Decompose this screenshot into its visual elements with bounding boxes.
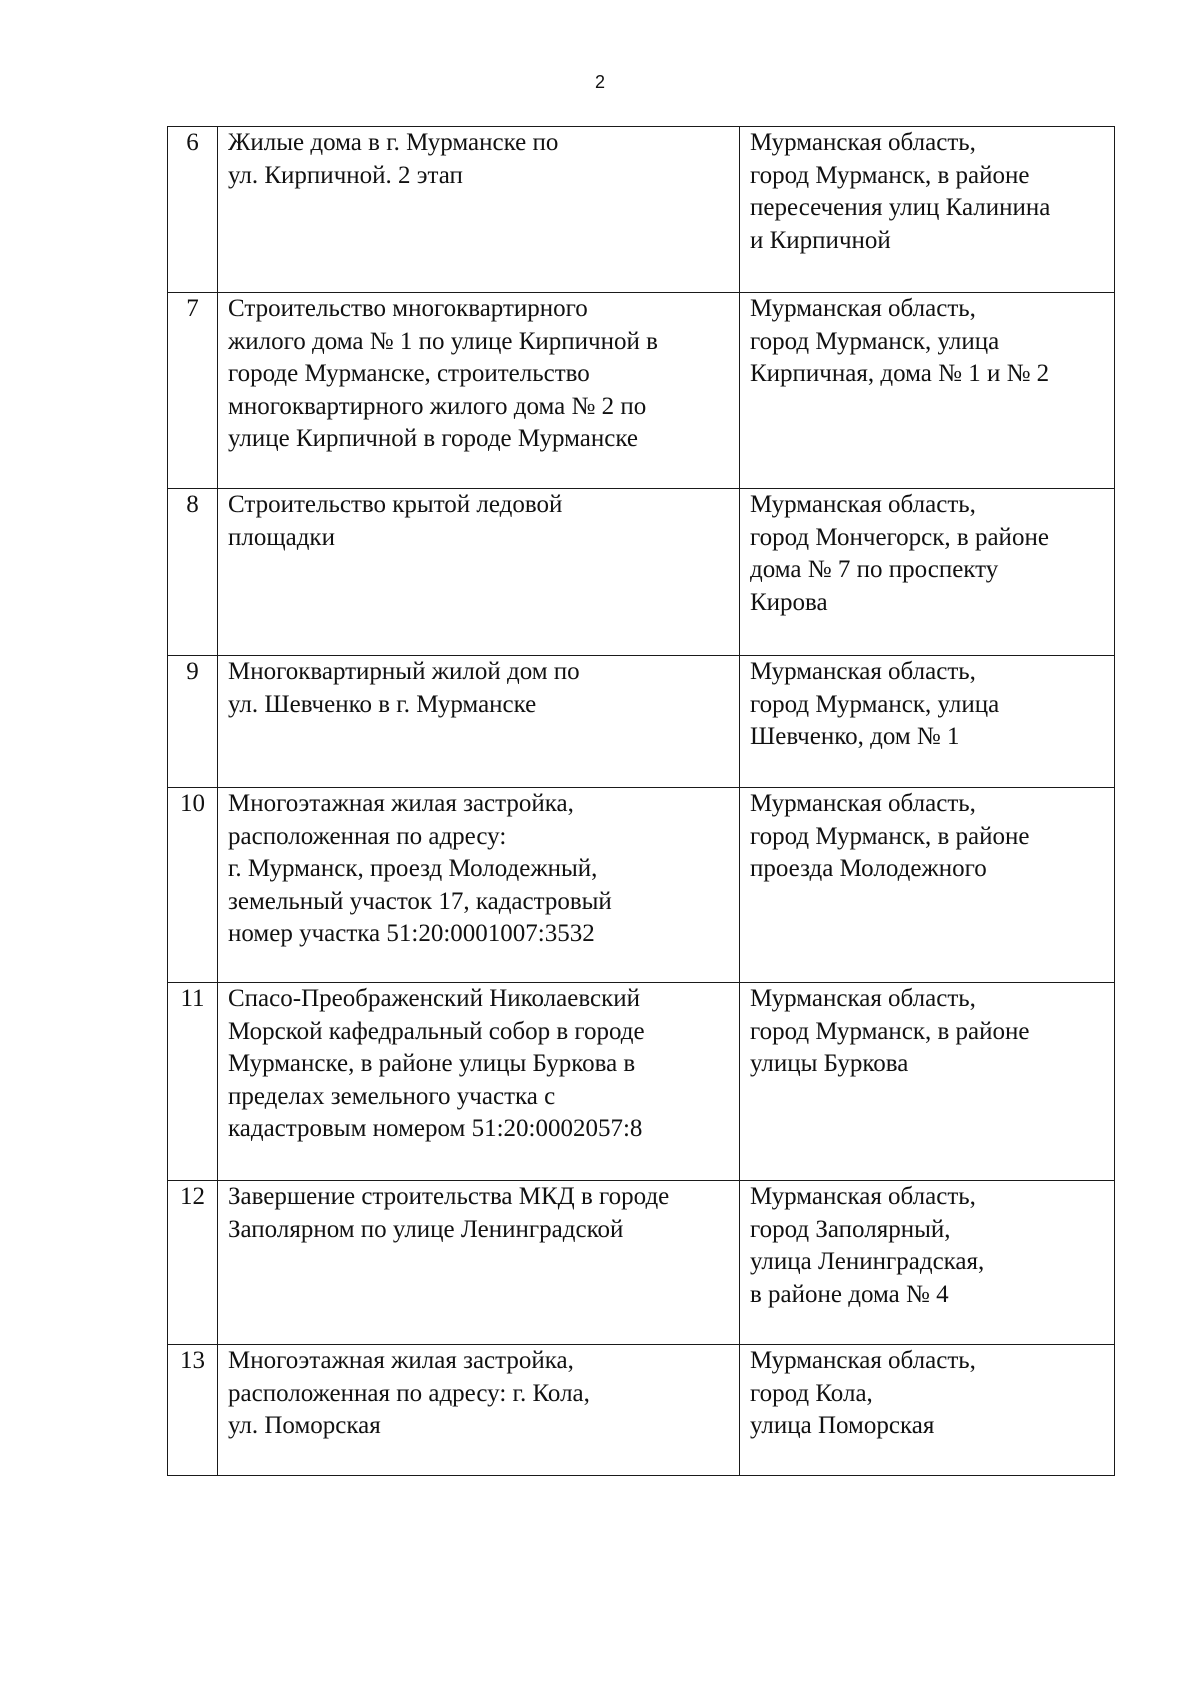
row-number: 12 (168, 1181, 218, 1345)
object-location: Мурманская область, город Мурманск, в районе проезда Молодежного (740, 788, 1115, 983)
table-row (168, 788, 1115, 983)
table-row (168, 489, 1115, 656)
object-location: Мурманская область, город Мурманск, в районе улицы Буркова (740, 983, 1115, 1181)
object-name: Завершение строительства МКД в городе Заполярном по улице Ленинградской (218, 1181, 740, 1345)
table-row (168, 1181, 1115, 1345)
row-number: 6 (168, 127, 218, 293)
object-name: Строительство крытой ледовой площадки (218, 489, 740, 656)
table-row (168, 983, 1115, 1181)
object-location: Мурманская область, город Мурманск, в районе пересечения улиц Калинина и Кирпичной (740, 127, 1115, 293)
object-name: Многоэтажная жилая застройка, расположенная по адресу: г. Мурманск, проезд Молодежный, земельный участок 17, кадастровый номер участка 51:20:0001007:3532 (218, 788, 740, 983)
table-row (168, 1345, 1115, 1476)
object-name: Спасо-Преображенский Николаевский Морской кафедральный собор в городе Мурманске, в районе улицы Буркова в пределах земельного участка с кадастровым номером 51:20:0002057:8 (218, 983, 740, 1181)
object-name: Многоэтажная жилая застройка, расположенная по адресу: г. Кола, ул. Поморская (218, 1345, 740, 1476)
row-number: 7 (168, 293, 218, 489)
object-location: Мурманская область, город Кола, улица Поморская (740, 1345, 1115, 1476)
table-row (168, 293, 1115, 489)
page-number: 2 (594, 72, 605, 92)
row-number: 8 (168, 489, 218, 656)
row-number: 10 (168, 788, 218, 983)
object-location: Мурманская область, город Мурманск, улица Кирпичная, дома № 1 и № 2 (740, 293, 1115, 489)
row-number: 11 (168, 983, 218, 1181)
row-number: 13 (168, 1345, 218, 1476)
row-number: 9 (168, 656, 218, 788)
object-location: Мурманская область, город Мончегорск, в районе дома № 7 по проспекту Кирова (740, 489, 1115, 656)
object-name: Жилые дома в г. Мурманске по ул. Кирпичной. 2 этап (218, 127, 740, 293)
object-location: Мурманская область, город Заполярный, улица Ленинградская, в районе дома № 4 (740, 1181, 1115, 1345)
object-name: Многоквартирный жилой дом по ул. Шевченко в г. Мурманске (218, 656, 740, 788)
objects-table (167, 126, 1115, 1476)
table-row (168, 127, 1115, 293)
object-name: Строительство многоквартирного жилого дома № 1 по улице Кирпичной в городе Мурманске, строительство многоквартирного жилого дома № 2 по улице Кирпичной в городе Мурманске (218, 293, 740, 489)
table-row (168, 656, 1115, 788)
object-location: Мурманская область, город Мурманск, улица Шевченко, дом № 1 (740, 656, 1115, 788)
